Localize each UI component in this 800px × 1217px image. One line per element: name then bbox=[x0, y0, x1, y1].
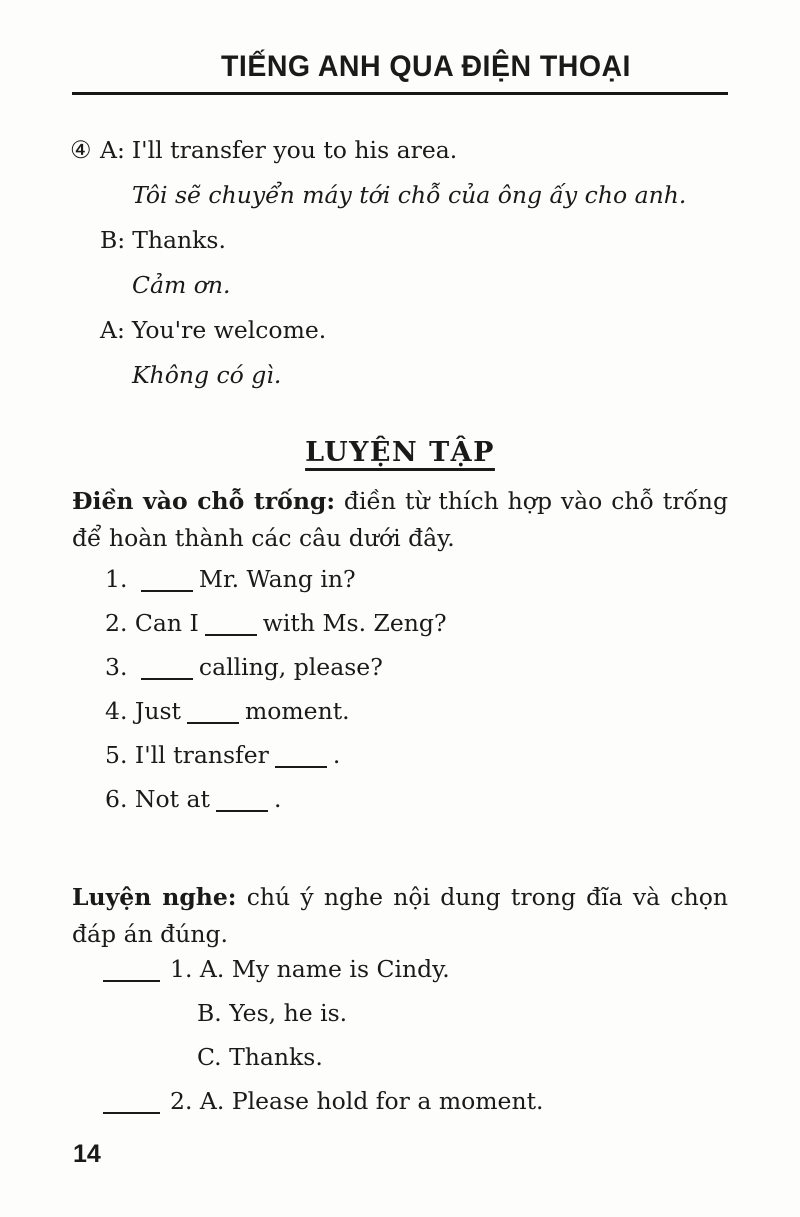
dialogue-vietnamese-text: Tôi sẽ chuyển máy tới chỗ của ông ấy cho anh. bbox=[132, 181, 687, 209]
answer-blank bbox=[187, 708, 239, 724]
fill-item bbox=[105, 785, 740, 813]
answer-blank bbox=[205, 620, 257, 636]
speaker-label: B: bbox=[100, 226, 126, 254]
fill-blank-items bbox=[105, 565, 740, 813]
section-heading-text: LUYỆN TẬP bbox=[305, 437, 495, 468]
dialogue-line bbox=[100, 226, 740, 254]
answer-blank bbox=[275, 752, 327, 768]
item-number: 6. bbox=[105, 785, 128, 813]
option-text: B. Yes, he is. bbox=[197, 999, 348, 1027]
item-number: 4. bbox=[105, 697, 128, 725]
item-pre-text: Just bbox=[134, 697, 181, 725]
dialogue-item-number: ④ bbox=[70, 136, 92, 164]
instruction-text: chú ý nghe nội dung trong đĩa và chọn bbox=[246, 883, 728, 911]
item-post-text: . bbox=[274, 785, 282, 813]
dialogue-line bbox=[70, 136, 740, 164]
fill-item bbox=[105, 609, 740, 637]
listening-items bbox=[103, 955, 740, 1115]
question-number: 1. bbox=[170, 955, 193, 983]
listening-option bbox=[197, 1043, 740, 1071]
fill-item bbox=[105, 741, 740, 769]
option-text: A. Please hold for a moment. bbox=[199, 1087, 544, 1115]
instruction-text: điền từ thích hợp vào chỗ trống bbox=[343, 487, 728, 515]
answer-blank bbox=[103, 1098, 160, 1114]
listening-question bbox=[103, 955, 740, 983]
answer-blank bbox=[141, 664, 193, 680]
item-pre-text: Can I bbox=[134, 609, 199, 637]
instruction-text: để hoàn thành các câu dưới đây. bbox=[72, 524, 455, 552]
dialogue-section bbox=[70, 136, 740, 389]
page-number: 14 bbox=[73, 1140, 101, 1168]
dialogue-english-text: I'll transfer you to his area. bbox=[131, 136, 458, 164]
answer-blank bbox=[103, 966, 160, 982]
listening-question bbox=[103, 1087, 740, 1115]
section-heading bbox=[0, 437, 800, 469]
item-number: 5. bbox=[105, 741, 128, 769]
instruction-line bbox=[72, 879, 728, 916]
dialogue-line bbox=[100, 316, 740, 344]
speaker-label: A: bbox=[100, 136, 125, 164]
item-post-text: moment. bbox=[244, 697, 350, 725]
dialogue-vietnamese-text: Cảm ơn. bbox=[132, 271, 231, 299]
item-number: 1. bbox=[105, 565, 128, 593]
option-text: C. Thanks. bbox=[197, 1043, 323, 1071]
fill-item bbox=[105, 565, 740, 593]
fill-item bbox=[105, 697, 740, 725]
item-post-text: Mr. Wang in? bbox=[198, 565, 356, 593]
speaker-label: A: bbox=[100, 316, 125, 344]
dialogue-english-text: Thanks. bbox=[132, 226, 226, 254]
header-divider bbox=[72, 92, 728, 95]
item-post-text: . bbox=[332, 741, 341, 769]
exercise-label: Điền vào chỗ trống: bbox=[72, 487, 336, 515]
listening-instruction bbox=[72, 879, 728, 953]
dialogue-english-text: You're welcome. bbox=[131, 316, 327, 344]
instruction-text: đáp án đúng. bbox=[72, 920, 229, 948]
dialogue-vietnamese-text: Không có gì. bbox=[132, 361, 282, 389]
item-number: 2. bbox=[105, 609, 128, 637]
page-title: TIẾNG ANH QUA ĐIỆN THOẠI bbox=[221, 50, 631, 83]
item-post-text: calling, please? bbox=[198, 653, 383, 681]
item-number: 3. bbox=[105, 653, 128, 681]
answer-blank bbox=[141, 576, 193, 592]
item-pre-text: Not at bbox=[134, 785, 210, 813]
listening-option bbox=[197, 999, 740, 1027]
answer-blank bbox=[216, 796, 268, 812]
fill-blank-instruction bbox=[72, 483, 728, 557]
question-number: 2. bbox=[170, 1087, 193, 1115]
item-pre-text: I'll transfer bbox=[134, 741, 269, 769]
instruction-line bbox=[72, 483, 728, 520]
exercise-label: Luyện nghe: bbox=[72, 883, 237, 911]
fill-item bbox=[105, 653, 740, 681]
item-post-text: with Ms. Zeng? bbox=[262, 609, 447, 637]
option-text: A. My name is Cindy. bbox=[199, 955, 450, 983]
